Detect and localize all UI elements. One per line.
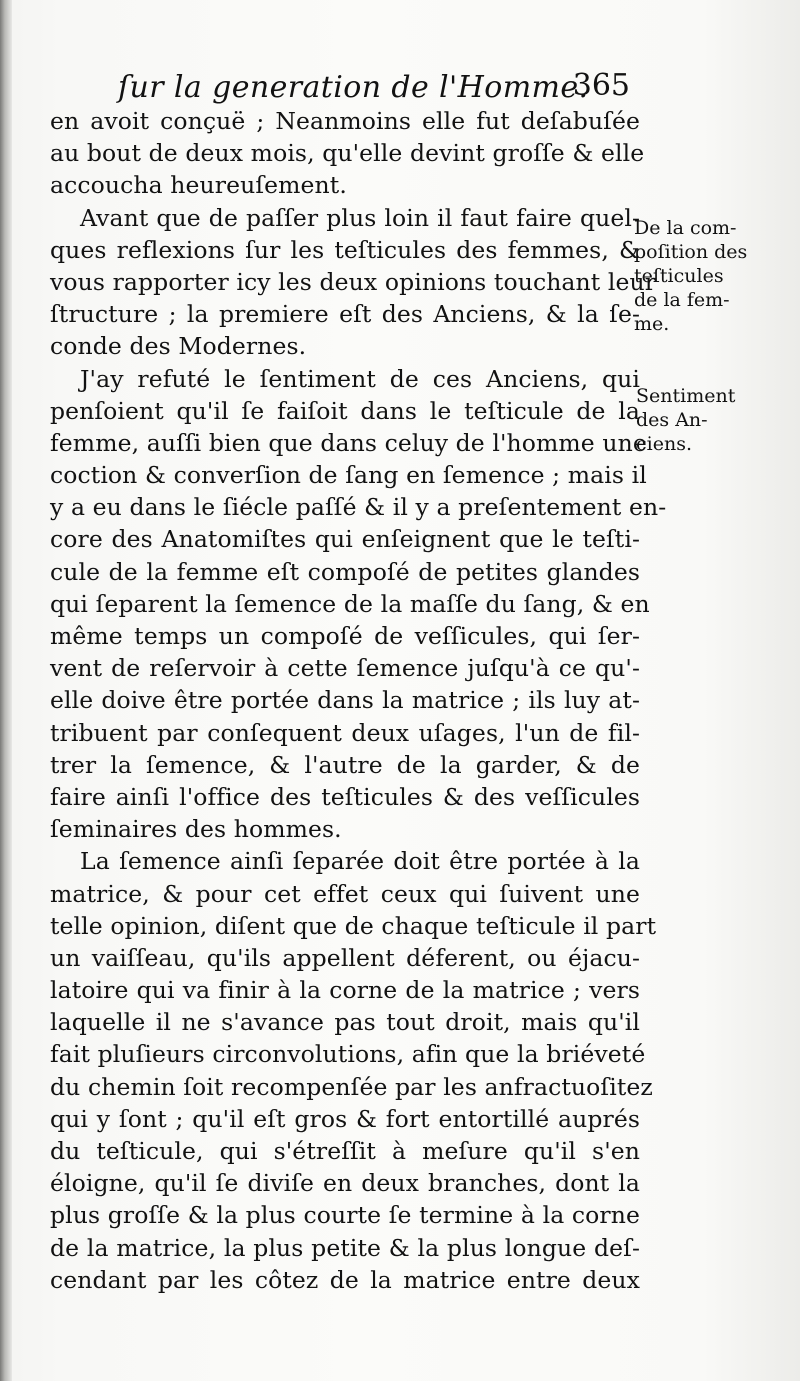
text-line: éloigne, qu'il ſe diviſe en deux branches, dont la — [50, 1169, 640, 1198]
text-line: ques reflexions ſur les teſticules des femmes, & — [50, 235, 640, 264]
text-line: de la matrice, la plus petite & la plus longue deſ- — [50, 1233, 640, 1262]
text-line: tribuent par conſequent deux uſages, l'un de fil- — [50, 718, 640, 747]
text-line: un vaiſſeau, qu'ils appellent déferent, ou éjacu- — [50, 943, 640, 972]
text-line: elle doive être portée dans la matrice ; ils luy at- — [50, 686, 640, 715]
text-line: latoire qui va finir à la corne de la matrice ; vers — [50, 976, 640, 1005]
text-line: qui y ſont ; qu'il eſt gros & fort entortillé auprés — [50, 1104, 640, 1133]
page-number: 365 — [572, 68, 630, 103]
text-line: du chemin ſoit recompenſée par les anfractuoſitez — [50, 1072, 653, 1101]
text-line: J'ay refuté le ſentiment de ces Anciens, qui — [80, 364, 640, 393]
margin-note-line: des An- — [636, 409, 708, 431]
text-line: même temps un compoſé de veſſicules, qui ſer- — [50, 622, 640, 650]
text-line: en avoit conçuë ; Neanmoins elle fut deſabuſée — [50, 107, 640, 135]
text-line: trer la ſemence, & l'autre de la garder, & de — [50, 750, 640, 779]
text-line: qui ſeparent la ſemence de la maſſe du ſang, & en — [50, 589, 650, 618]
text-line: laquelle il ne s'avance pas tout droit, mais qu'il — [50, 1008, 640, 1037]
margin-note-line: de la fem- — [634, 289, 730, 311]
main-text-block — [50, 105, 667, 1296]
margin-note-line: poſition des — [634, 241, 748, 263]
margin-note-line: teſticules — [634, 265, 724, 287]
margin-note-line: Sentiment — [636, 385, 736, 407]
text-line: cule de la femme eſt compoſé de petites glandes — [50, 557, 640, 586]
running-title: ſur la generation de l'Homme. — [118, 70, 589, 105]
text-line: telle opinion, diſent que de chaque teſticule il part — [50, 911, 657, 940]
text-line: vent de reſervoir à cette ſemence juſqu'à ce qu'- — [50, 654, 640, 683]
text-line: coction & converſion de ſang en ſemence ; mais il — [50, 461, 647, 490]
text-line: cendant par les côtez de la matrice entre deux — [50, 1265, 640, 1294]
text-line: matrice, & pour cet effet ceux qui ſuivent une — [50, 879, 640, 908]
text-line: ſtructure ; la premiere eſt des Anciens, & la ſe- — [50, 300, 640, 329]
margin-note-line: ciens. — [636, 433, 692, 455]
text-line: plus groſſe & la plus courte ſe termine à la corne — [50, 1201, 640, 1230]
text-line: faire ainſi l'office des teſticules & des veſſicules — [50, 782, 640, 811]
text-line: au bout de deux mois, qu'elle devint groſſe & elle — [50, 139, 645, 168]
text-line: femme, auſſi bien que dans celuy de l'homme une — [50, 428, 647, 457]
text-line: ſeminaires des hommes. — [50, 815, 342, 844]
margin-note-composition — [634, 216, 747, 336]
margin-note-line: De la com- — [634, 217, 737, 239]
text-line: conde des Modernes. — [50, 332, 307, 361]
text-line: penſoient qu'il ſe faiſoit dans le teſticule de la — [50, 396, 640, 425]
margin-note-ancients — [636, 384, 735, 456]
text-line: core des Anatomiſtes qui enſeignent que le teſti- — [50, 525, 640, 554]
margin-note-line: me. — [634, 313, 670, 335]
text-line: fait pluſieurs circonvolutions, afin que la briéveté — [50, 1040, 646, 1069]
text-line: accoucha heureuſement. — [50, 171, 347, 200]
margin-notes — [634, 210, 796, 510]
text-line: du teſticule, qui s'étreſſit à meſure qu'il s'en — [50, 1137, 640, 1165]
bleed-through-bottom-text — [40, 1345, 660, 1379]
text-line: Avant que de paſſer plus loin il faut faire quel- — [80, 203, 640, 232]
text-line: La ſemence ainſi ſeparée doit être portée à la — [80, 847, 640, 876]
text-line: vous rapporter icy les deux opinions touchant leur — [50, 267, 657, 296]
binding-gutter — [0, 0, 12, 1381]
text-line: y a eu dans le ſiécle paſſé & il y a preſentement en- — [50, 493, 667, 522]
